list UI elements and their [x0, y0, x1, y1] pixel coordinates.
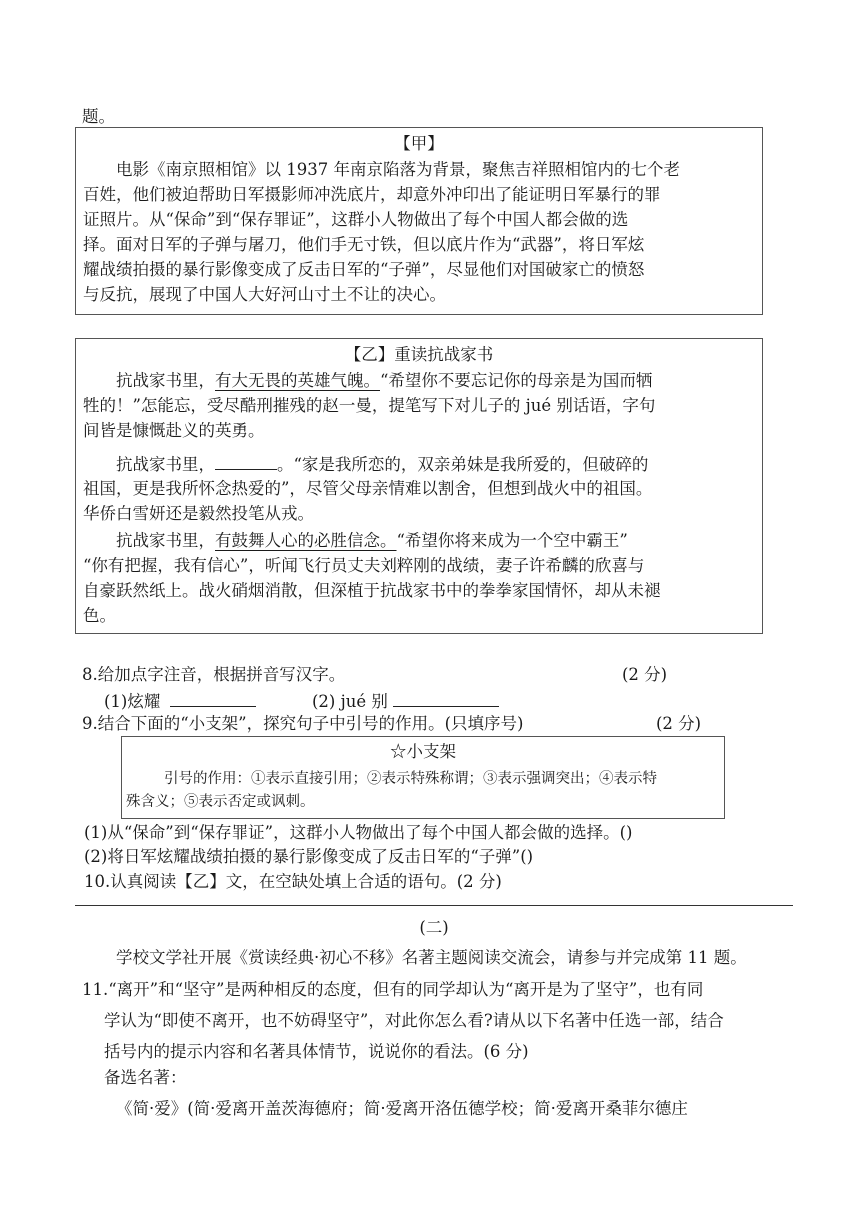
- question-10: 10.认真阅读【乙】文，在空缺处填上合适的语句。(2 分): [84, 872, 502, 891]
- passage-jia-line: 证照片。从“保命”到“保存罪证”，这群小人物做出了每个中国人都会做的选: [83, 210, 629, 229]
- passage-yi-p1-line2: 牲的！”怎能忘，受尽酷刑摧残的赵一曼，提笔写下对儿子的 jué 别话语，字句: [83, 396, 656, 415]
- q9-sub-2: (2)将日军炫耀战绩拍摄的暴行影像变成了反击日军的“子弹”(): [84, 847, 534, 866]
- passage-yi-p1-line1: [116, 370, 652, 392]
- question-9-score: (2 分): [656, 714, 702, 733]
- passage-yi-p3-line2: “你有把握，我有信心”，听闻飞行员丈夫刘粹刚的战绩，妻子许希麟的欣喜与: [83, 556, 645, 575]
- options-label: 备选名著：: [104, 1068, 187, 1087]
- option-book-1: 《简·爱》(简·爱离开盖茨海德府；简·爱离开洛伍德学校；简·爱离开桑菲尔德庄: [116, 1099, 688, 1118]
- passage-jia-line: 与反抗，展现了中国人大好河山寸土不让的决心。: [83, 285, 446, 304]
- p1-suffix: “希望你不要忘记你的母亲是为国而牺: [380, 371, 653, 390]
- question-8-score: (2 分): [622, 665, 668, 684]
- q8-item-1: [104, 690, 256, 713]
- support-box-line: 殊含义；⑤表示否定或讽刺。: [126, 794, 315, 810]
- answer-blank[interactable]: [170, 690, 256, 707]
- passage-yi-p1-line3: 间皆是慷慨赴义的英勇。: [83, 421, 265, 440]
- support-box-title: ☆小支架: [390, 742, 456, 761]
- passage-jia-line: 择。面对日军的子弹与屠刀，他们手无寸铁，但以底片作为“武器”，将日军炫: [83, 235, 645, 254]
- top-fragment: 题。: [82, 107, 115, 126]
- support-box: [121, 736, 725, 819]
- passage-yi-p2-line3: 华侨白雪妍还是毅然投笔从戎。: [83, 504, 314, 523]
- passage-jia-line: 耀战绩拍摄的暴行影像变成了反击日军的“子弹”，尽显他们对国破家亡的愤怒: [83, 260, 645, 279]
- answer-blank[interactable]: [393, 690, 499, 707]
- passage-yi-p2-line2: 祖国，更是我所怀念热爱的”，尽管父母亲情难以割舍，但想到战火中的祖国。: [83, 479, 653, 498]
- q9-sub-1: (1)从“保命”到“保存罪证”，这群小人物做出了每个中国人都会做的选择。(): [84, 823, 633, 842]
- section-divider: [75, 905, 793, 906]
- question-11: 11.“离开”和“坚守”是两种相反的态度，但有的同学却认为“离开是为了坚守”，也有同: [82, 980, 704, 999]
- passage-yi-p3-line3: 自豪跃然纸上。战火硝烟消散，但深植于抗战家书中的拳拳家国情怀，却从未褪: [83, 581, 661, 600]
- p2-prefix: 抗战家书里，: [116, 455, 215, 474]
- passage-yi-p3-line4: 色。: [83, 606, 116, 625]
- section-2-intro: 学校文学社开展《赏读经典·初心不移》名著主题阅读交流会，请参与并完成第 11 题。: [116, 948, 747, 967]
- passage-yi-box: [75, 338, 763, 634]
- question-9: 9.结合下面的“小支架”，探究句子中引号的作用。(只填序号): [82, 714, 524, 733]
- passage-jia-box: [75, 127, 763, 315]
- question-11-line: 学认为“即使不离开，也不妨碍坚守”，对此你怎么看?请从以下名著中任选一部，结合: [104, 1011, 724, 1030]
- passage-jia-heading: 【甲】: [394, 134, 444, 153]
- passage-yi-p3-line1: [116, 530, 628, 552]
- question-8: 8.给加点字注音，根据拼音写汉字。: [82, 665, 346, 684]
- fill-blank[interactable]: [215, 453, 277, 470]
- q8-item-1-label: (1)炫耀: [104, 692, 161, 711]
- passage-jia-line: 电影《南京照相馆》以 1937 年南京陷落为背景，聚焦吉祥照相馆内的七个老: [116, 160, 680, 179]
- q8-item-2: [312, 690, 499, 713]
- question-11-line: 括号内的提示内容和名著具体情节，说说你的看法。(6 分): [104, 1042, 529, 1061]
- support-box-line: 引号的作用：①表示直接引用；②表示特殊称谓；③表示强调突出；④表示特: [164, 771, 657, 787]
- passage-yi-heading: 【乙】重读抗战家书: [344, 345, 494, 364]
- p3-underlined: 有鼓舞人心的必胜信念。: [215, 531, 397, 550]
- passage-yi-p2-line1: [116, 453, 648, 476]
- p1-underlined: 有大无畏的英雄气魄。: [215, 371, 380, 390]
- passage-jia-line: 百姓，他们被迫帮助日军摄影师冲洗底片，却意外冲印出了能证明日军暴行的罪: [83, 185, 661, 204]
- p1-prefix: 抗战家书里，: [116, 371, 215, 390]
- p3-suffix: “希望你将来成为一个空中霸王”: [396, 531, 628, 550]
- p3-prefix: 抗战家书里，: [116, 531, 215, 550]
- q8-item-2-label: (2) jué 别: [312, 692, 388, 711]
- section-2-heading: (二): [419, 918, 449, 937]
- p2-suffix: 。“家是我所恋的，双亲弟妹是我所爱的，但破碎的: [277, 455, 649, 474]
